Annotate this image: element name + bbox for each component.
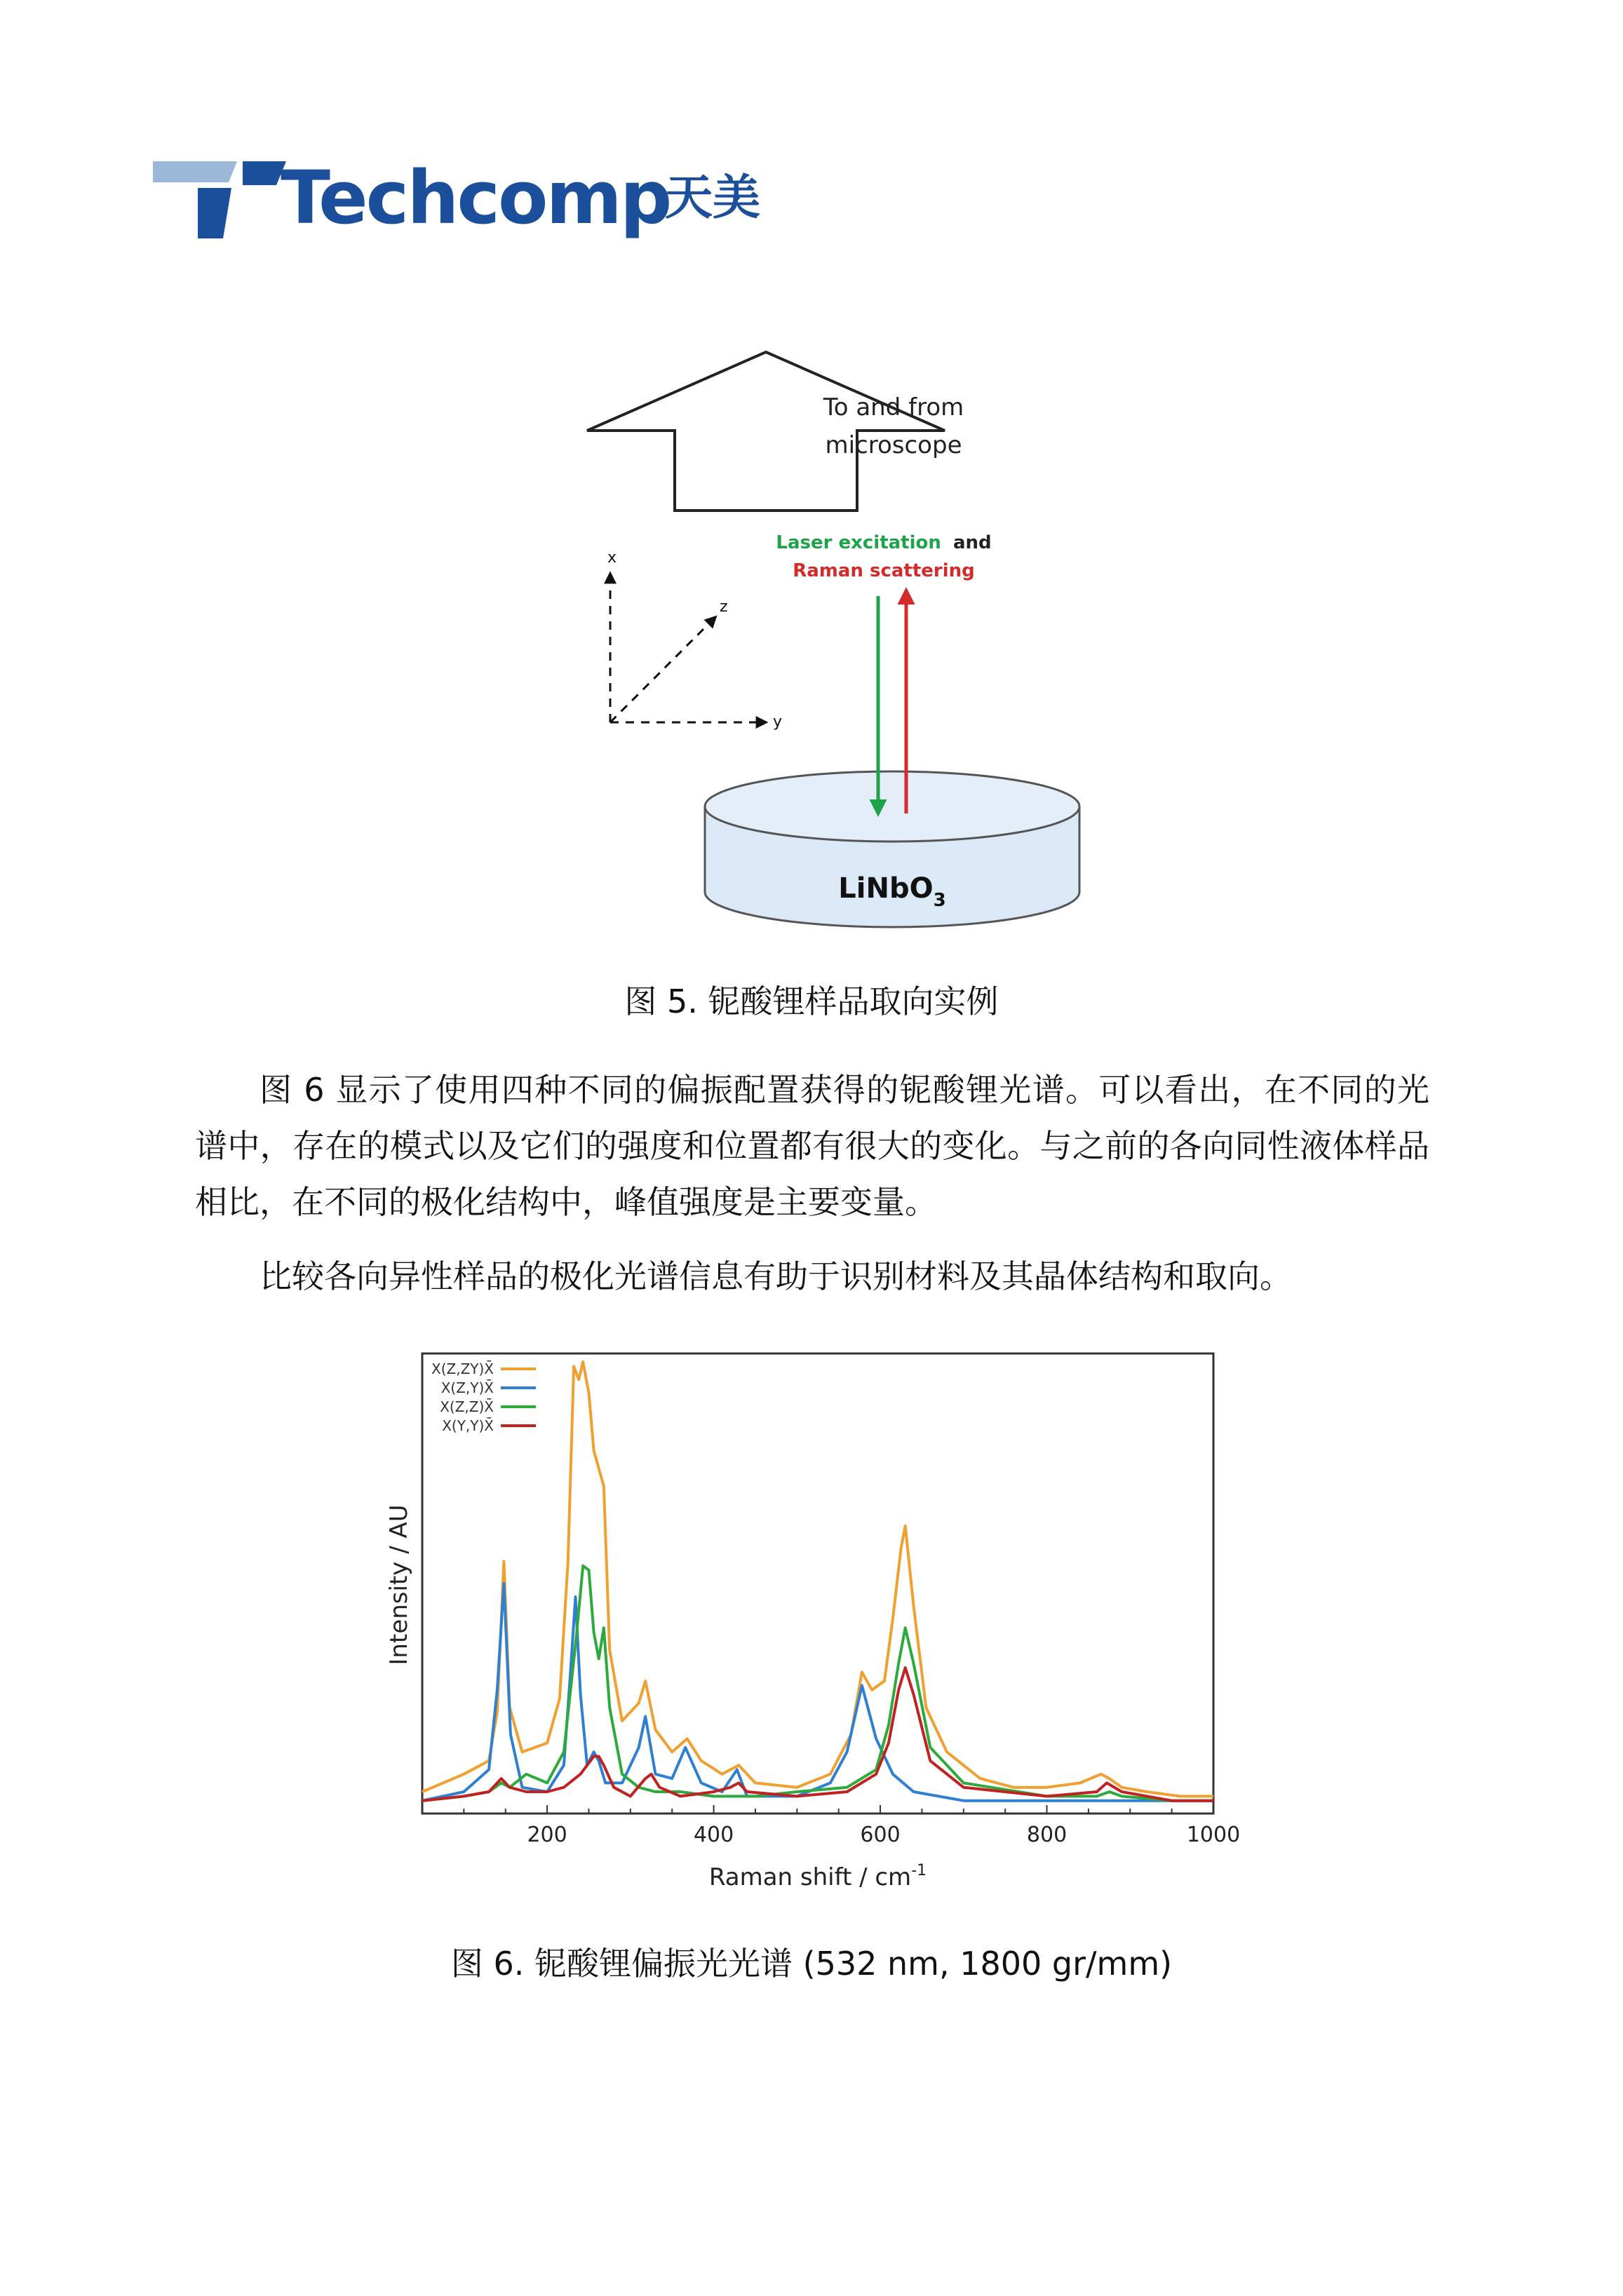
y-axis-label: Intensity / AU [385, 1504, 413, 1666]
sample-subscript: 3 [933, 890, 946, 911]
body-paragraph-1: 图 6 显示了使用四种不同的偏振配置获得的铌酸锂光谱。可以看出，在不同的光谱中，存在的模式以及它们的强度和位置都有很大的变化。与之前的各向同性液体样品相比，在不同的极化结构中，峰值强度是主要变量。 [195, 1071, 1429, 1221]
arrow-label-line2: microscope [825, 431, 962, 459]
logo-mark-stem [198, 188, 231, 238]
axis-z-line [610, 617, 715, 722]
x-axis-label: Raman shift / cm [708, 1863, 912, 1891]
x-tick-label: 400 [693, 1823, 734, 1847]
legend-label-4: X(Y,Y)X̄ [442, 1417, 494, 1434]
svg-text:Laser excitation and [776, 532, 991, 553]
and-label: and [952, 532, 992, 553]
legend-label-3: X(Z,Z)X̄ [440, 1398, 494, 1415]
raman-label: Raman scattering [793, 560, 975, 581]
axis-z-label: z [720, 598, 728, 616]
x-tick-label: 600 [860, 1823, 901, 1847]
arrow-label-line1: To and from [823, 393, 964, 421]
logo-mark-light [153, 161, 237, 182]
logo-wordmark: Techcomp [281, 155, 671, 241]
figure6-caption: 图 6. 铌酸锂偏振光光谱 (532 nm, 1800 gr/mm) [450, 1945, 1173, 1983]
axis-y-label: y [773, 713, 783, 731]
x-tick-label: 200 [527, 1823, 567, 1847]
svg-text:Raman shift / cm-1 [709, 1862, 927, 1891]
x-axis-label-sup: -1 [911, 1862, 927, 1879]
x-tick-label: 1000 [1186, 1823, 1241, 1847]
raman-spectrum-chart [372, 1339, 1248, 1893]
figure5-caption: 图 5. 铌酸锂样品取向实例 [624, 982, 999, 1020]
logo-mark-dark [243, 161, 286, 185]
laser-label: Laser excitation [776, 532, 941, 553]
axis-x-label: x [607, 549, 617, 567]
sample-orientation-diagram [575, 330, 1108, 947]
logo-chinese-name: 天美 [665, 170, 761, 226]
legend-label-1: X(Z,ZY)X̄ [431, 1360, 494, 1377]
legend-label-2: X(Z,Y)X̄ [440, 1379, 494, 1396]
x-tick-label: 800 [1026, 1823, 1068, 1847]
sample-label: LiNbO [838, 872, 934, 905]
sample-disc-top [705, 771, 1079, 842]
body-paragraph-2: 比较各向异性样品的极化光谱信息有助于识别材料及其晶体结构和取向。 [260, 1257, 1292, 1295]
